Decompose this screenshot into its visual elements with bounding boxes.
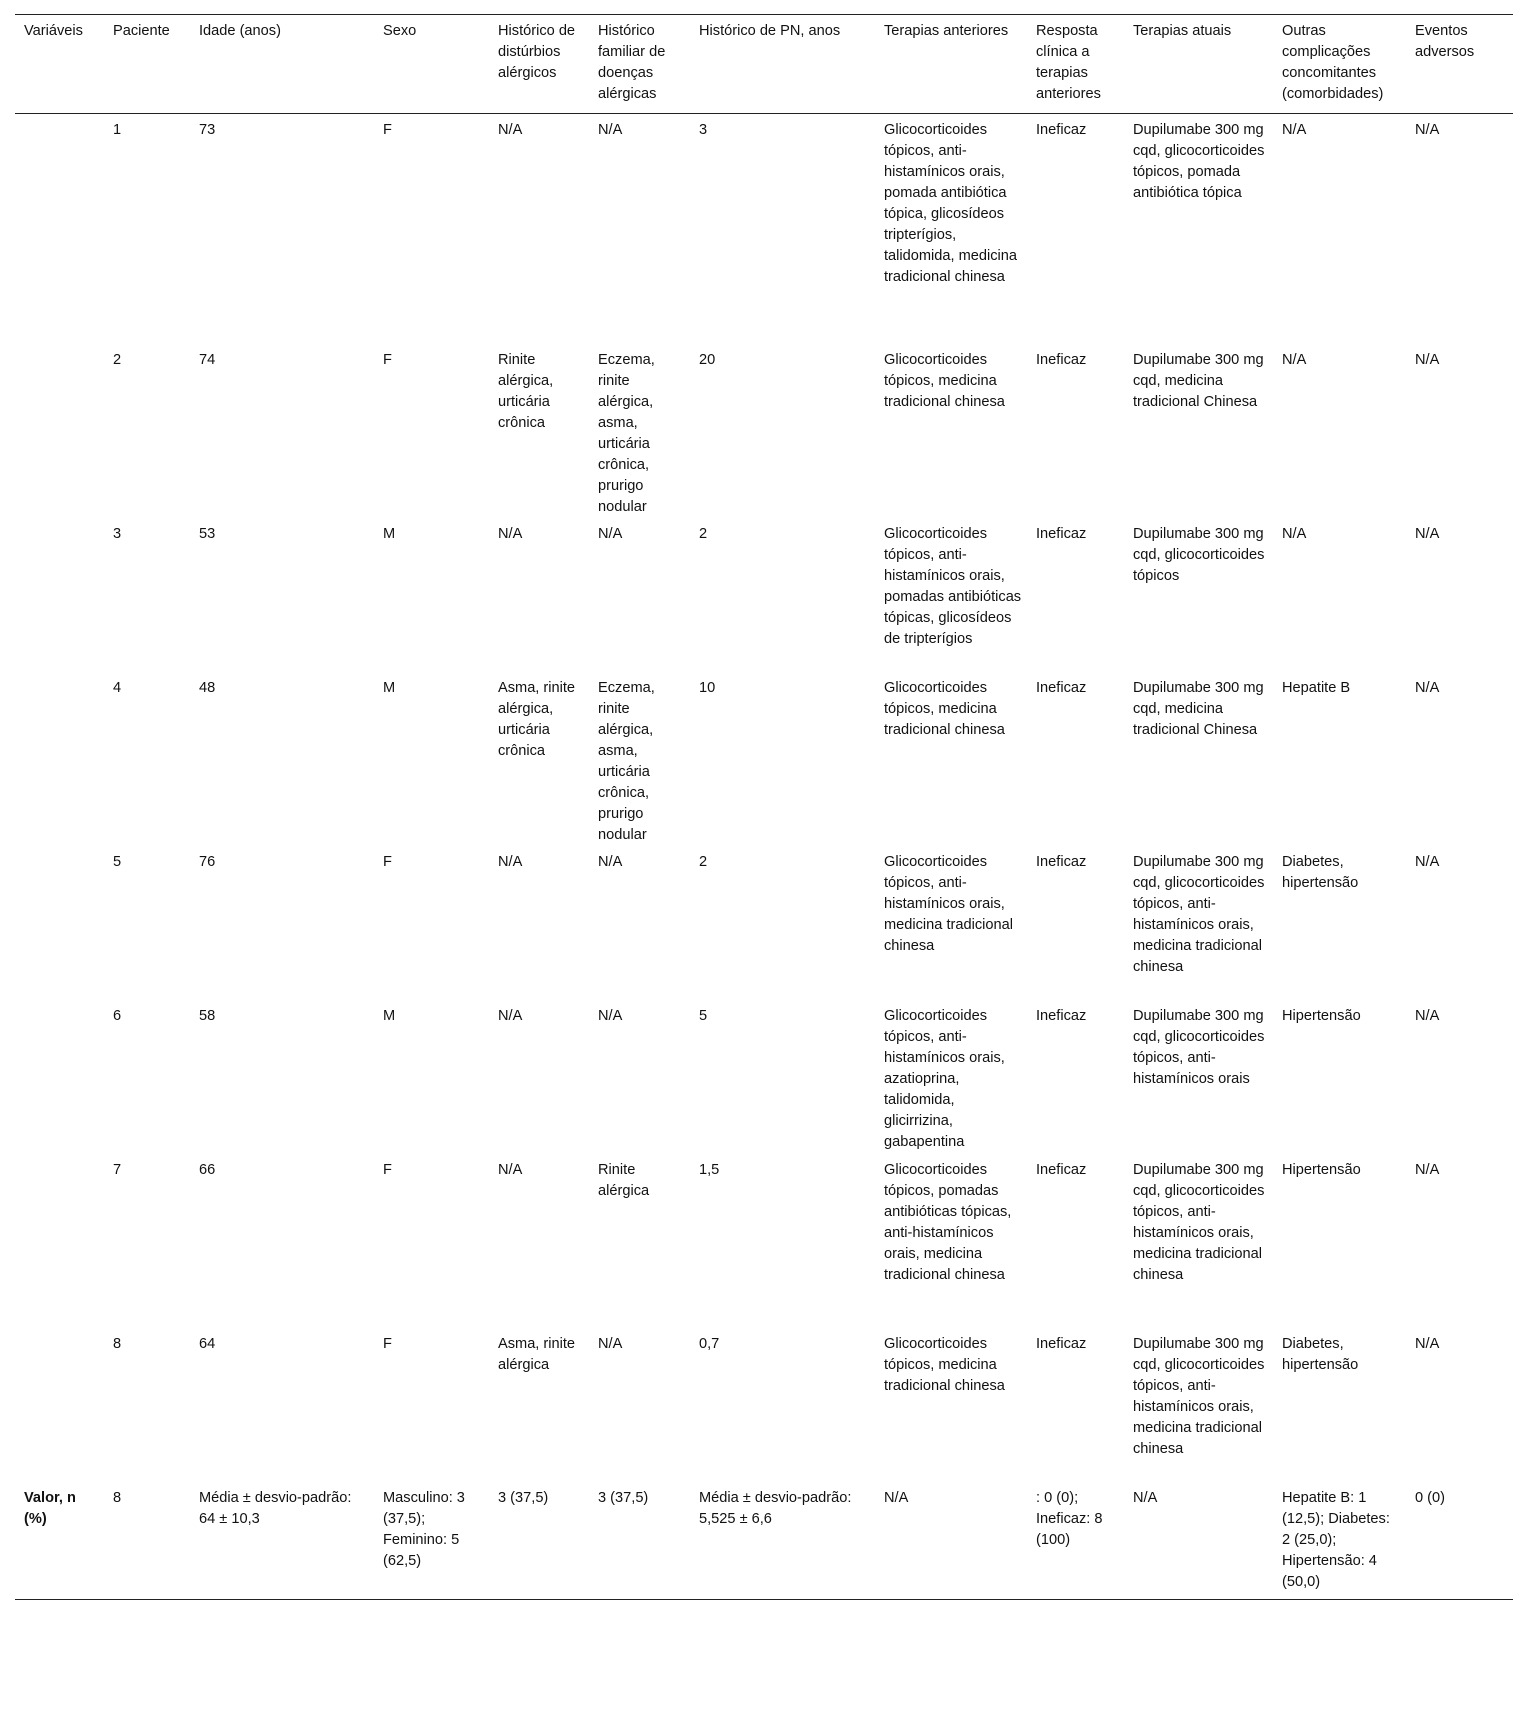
cell-complicacoes: Diabetes, hipertensão bbox=[1282, 1335, 1359, 1373]
table-row bbox=[15, 344, 1513, 518]
cell-resposta-clinica: Ineficaz bbox=[1036, 679, 1087, 696]
cell-historico-familiar: N/A bbox=[598, 1335, 623, 1352]
cell-paciente: 3 bbox=[113, 525, 122, 542]
cell-terapias-anteriores: Glicocorticoides tópicos, medicina tradicional chinesa bbox=[884, 679, 1005, 738]
cell-resposta-clinica: Ineficaz bbox=[1036, 1161, 1087, 1178]
cell-historico-familiar: Eczema, rinite alérgica, asma, urticária crônica, prurigo nodular bbox=[598, 679, 655, 843]
cell-complicacoes: N/A bbox=[1282, 525, 1307, 542]
cell-idade: 76 bbox=[199, 853, 216, 870]
cell-terapias-atuais: Dupilumabe 300 mg cqd, glicocorticoides tópicos, anti-histamínicos orais, medicina tradicional chinesa bbox=[1133, 853, 1265, 975]
cell-resposta-clinica: Ineficaz bbox=[1036, 1335, 1087, 1352]
cell-variaveis bbox=[15, 344, 104, 518]
cell-sexo: M bbox=[383, 679, 396, 696]
cell-complicacoes: N/A bbox=[1282, 122, 1307, 138]
summary-cell-historico-familiar: 3 (37,5) bbox=[589, 1482, 690, 1600]
cell-sexo: M bbox=[383, 1007, 396, 1024]
cell-paciente: 5 bbox=[113, 853, 122, 870]
cell-terapias-atuais: Dupilumabe 300 mg cqd, glicocorticoides tópicos, anti-histamínicos orais, medicina tradicional chinesa bbox=[1133, 1335, 1265, 1457]
cell-historico-familiar: Eczema, rinite alérgica, asma, urticária crônica, prurigo nodular bbox=[598, 351, 655, 515]
cell-idade: 58 bbox=[199, 1007, 216, 1024]
summary-cell-disturbios-alergicos: 3 (37,5) bbox=[489, 1482, 589, 1600]
cell-sexo: F bbox=[383, 351, 392, 368]
cell-paciente: 8 bbox=[113, 1335, 122, 1352]
cell-historico-pn: 20 bbox=[699, 351, 716, 368]
cell-variaveis bbox=[15, 1328, 104, 1482]
cell-disturbios-alergicos: N/A bbox=[498, 1161, 523, 1178]
cell-paciente: 1 bbox=[113, 122, 122, 138]
cell-terapias-anteriores: Glicocorticoides tópicos, pomadas antibióticas tópicas, anti-histamínicos orais, medicina tradicional chinesa bbox=[884, 1161, 1012, 1283]
cell-variaveis bbox=[15, 672, 104, 846]
cell-disturbios-alergicos: Asma, rinite alérgica, urticária crônica bbox=[498, 679, 576, 759]
cell-disturbios-alergicos: Rinite alérgica, urticária crônica bbox=[498, 351, 554, 431]
cell-historico-familiar: N/A bbox=[598, 122, 623, 138]
cell-idade: 48 bbox=[199, 679, 216, 696]
cell-paciente: 7 bbox=[113, 1161, 122, 1178]
cell-idade: 66 bbox=[199, 1161, 216, 1178]
cell-historico-pn: 0,7 bbox=[699, 1335, 720, 1352]
cell-sexo: F bbox=[383, 122, 392, 138]
cell-terapias-anteriores: Glicocorticoides tópicos, anti-histamínicos orais, medicina tradicional chinesa bbox=[884, 853, 1013, 954]
cell-complicacoes: N/A bbox=[1282, 351, 1307, 368]
table-row bbox=[15, 672, 1513, 846]
cell-terapias-atuais: Dupilumabe 300 mg cqd, glicocorticoides tópicos, anti-histamínicos orais bbox=[1133, 1007, 1265, 1087]
cell-resposta-clinica: Ineficaz bbox=[1036, 1007, 1087, 1024]
col-header-terapias-anteriores: Terapias anteriores bbox=[875, 15, 1027, 114]
cell-complicacoes: Hipertensão bbox=[1282, 1161, 1361, 1178]
summary-cell-idade: Média ± desvio-padrão: 64 ± 10,3 bbox=[190, 1482, 374, 1600]
cell-paciente: 4 bbox=[113, 679, 122, 696]
table-row bbox=[15, 1154, 1513, 1328]
cell-disturbios-alergicos: N/A bbox=[498, 525, 523, 542]
cell-eventos-adversos: N/A bbox=[1415, 1161, 1440, 1178]
table-row bbox=[15, 1328, 1513, 1482]
cell-terapias-atuais: Dupilumabe 300 mg cqd, medicina tradicional Chinesa bbox=[1133, 351, 1264, 410]
cell-paciente: 2 bbox=[113, 351, 122, 368]
cell-sexo: F bbox=[383, 1161, 392, 1178]
summary-cell-paciente: 8 bbox=[104, 1482, 190, 1600]
cell-variaveis bbox=[15, 114, 104, 344]
cell-resposta-clinica: Ineficaz bbox=[1036, 525, 1087, 542]
cell-terapias-anteriores: Glicocorticoides tópicos, anti-histamínicos orais, azatioprina, talidomida, glicirrizina, gabapentina bbox=[884, 1007, 1005, 1150]
patient-table bbox=[15, 14, 1513, 1600]
cell-variaveis bbox=[15, 1154, 104, 1328]
cell-historico-familiar: N/A bbox=[598, 1007, 623, 1024]
cell-eventos-adversos: N/A bbox=[1415, 1335, 1440, 1352]
cell-sexo: F bbox=[383, 853, 392, 870]
cell-historico-pn: 5 bbox=[699, 1007, 708, 1024]
cell-terapias-atuais: Dupilumabe 300 mg cqd, glicocorticoides tópicos, anti-histamínicos orais, medicina tradicional chinesa bbox=[1133, 1161, 1265, 1283]
table-body bbox=[15, 114, 1513, 1600]
cell-sexo: M bbox=[383, 525, 396, 542]
cell-historico-pn: 10 bbox=[699, 679, 716, 696]
cell-disturbios-alergicos: N/A bbox=[498, 122, 523, 138]
cell-variaveis bbox=[15, 846, 104, 1000]
cell-variaveis bbox=[15, 518, 104, 672]
col-header-paciente: Paciente bbox=[104, 15, 190, 114]
cell-historico-familiar: N/A bbox=[598, 525, 623, 542]
col-header-sexo: Sexo bbox=[374, 15, 489, 114]
cell-historico-familiar: N/A bbox=[598, 853, 623, 870]
cell-terapias-anteriores: Glicocorticoides tópicos, medicina tradicional chinesa bbox=[884, 1335, 1005, 1394]
cell-historico-pn: 2 bbox=[699, 853, 708, 870]
col-header-idade: Idade (anos) bbox=[190, 15, 374, 114]
summary-cell-eventos-adversos: 0 (0) bbox=[1406, 1482, 1513, 1600]
cell-idade: 64 bbox=[199, 1335, 216, 1352]
summary-row bbox=[15, 1482, 1513, 1600]
cell-complicacoes: Hipertensão bbox=[1282, 1007, 1361, 1024]
col-header-historico-pn: Histórico de PN, anos bbox=[690, 15, 875, 114]
cell-paciente: 6 bbox=[113, 1007, 122, 1024]
cell-eventos-adversos: N/A bbox=[1415, 122, 1440, 138]
cell-historico-pn: 1,5 bbox=[699, 1161, 720, 1178]
summary-cell-terapias-atuais: N/A bbox=[1124, 1482, 1273, 1600]
cell-terapias-atuais: Dupilumabe 300 mg cqd, medicina tradicional Chinesa bbox=[1133, 679, 1264, 738]
cell-disturbios-alergicos: Asma, rinite alérgica bbox=[498, 1335, 576, 1373]
cell-complicacoes: Diabetes, hipertensão bbox=[1282, 853, 1359, 891]
cell-terapias-anteriores: Glicocorticoides tópicos, anti-histamínicos orais, pomadas antibióticas tópicas, glicosídeos de tripterígios bbox=[884, 525, 1022, 647]
summary-cell-historico-pn: Média ± desvio-padrão: 5,525 ± 6,6 bbox=[690, 1482, 875, 1600]
cell-disturbios-alergicos: N/A bbox=[498, 853, 523, 870]
col-header-resposta-clinica: Resposta clínica a terapias anteriores bbox=[1027, 15, 1124, 114]
cell-idade: 74 bbox=[199, 351, 216, 368]
cell-eventos-adversos: N/A bbox=[1415, 853, 1440, 870]
cell-sexo: F bbox=[383, 1335, 392, 1352]
summary-cell-resposta-clinica: : 0 (0); Ineficaz: 8 (100) bbox=[1027, 1482, 1124, 1600]
summary-cell-complicacoes: Hepatite B: 1 (12,5); Diabetes: 2 (25,0); Hipertensão: 4 (50,0) bbox=[1273, 1482, 1406, 1600]
cell-eventos-adversos: N/A bbox=[1415, 1007, 1440, 1024]
col-header-variaveis: Variáveis bbox=[15, 15, 104, 114]
col-header-eventos-adversos: Eventos adversos bbox=[1406, 15, 1513, 114]
cell-eventos-adversos: N/A bbox=[1415, 679, 1440, 696]
table-row bbox=[15, 846, 1513, 1000]
summary-cell-variaveis: Valor, n (%) bbox=[15, 1482, 104, 1600]
cell-eventos-adversos: N/A bbox=[1415, 525, 1440, 542]
table-row bbox=[15, 518, 1513, 672]
col-header-complicacoes: Outras complicações concomitantes (comorbidades) bbox=[1273, 15, 1406, 114]
cell-historico-familiar: Rinite alérgica bbox=[598, 1161, 650, 1199]
cell-historico-pn: 2 bbox=[699, 525, 708, 542]
cell-resposta-clinica: Ineficaz bbox=[1036, 351, 1087, 368]
table-container bbox=[15, 14, 1513, 1600]
cell-terapias-anteriores: Glicocorticoides tópicos, anti-histamínicos orais, pomada antibiótica tópica, glicosídeos tripterígios, talidomida, medicina tradicional chinesa bbox=[884, 122, 1018, 285]
cell-complicacoes: Hepatite B bbox=[1282, 679, 1351, 696]
summary-cell-terapias-anteriores: N/A bbox=[875, 1482, 1027, 1600]
cell-terapias-anteriores: Glicocorticoides tópicos, medicina tradicional chinesa bbox=[884, 351, 1005, 410]
cell-disturbios-alergicos: N/A bbox=[498, 1007, 523, 1024]
table-row bbox=[15, 1000, 1513, 1154]
col-header-historico-familiar: Histórico familiar de doenças alérgicas bbox=[589, 15, 690, 114]
cell-resposta-clinica: Ineficaz bbox=[1036, 853, 1087, 870]
cell-terapias-atuais: Dupilumabe 300 mg cqd, glicocorticoides tópicos, pomada antibiótica tópica bbox=[1133, 122, 1265, 201]
cell-eventos-adversos: N/A bbox=[1415, 351, 1440, 368]
cell-variaveis bbox=[15, 1000, 104, 1154]
col-header-disturbios-alergicos: Histórico de distúrbios alérgicos bbox=[489, 15, 589, 114]
col-header-terapias-atuais: Terapias atuais bbox=[1124, 15, 1273, 114]
cell-idade: 73 bbox=[199, 122, 216, 138]
cell-historico-pn: 3 bbox=[699, 122, 708, 138]
table-row bbox=[15, 114, 1513, 344]
cell-resposta-clinica: Ineficaz bbox=[1036, 122, 1087, 138]
cell-terapias-atuais: Dupilumabe 300 mg cqd, glicocorticoides tópicos bbox=[1133, 525, 1265, 584]
header-row bbox=[15, 15, 1513, 114]
cell-idade: 53 bbox=[199, 525, 216, 542]
summary-cell-sexo: Masculino: 3 (37,5); Feminino: 5 (62,5) bbox=[374, 1482, 489, 1600]
